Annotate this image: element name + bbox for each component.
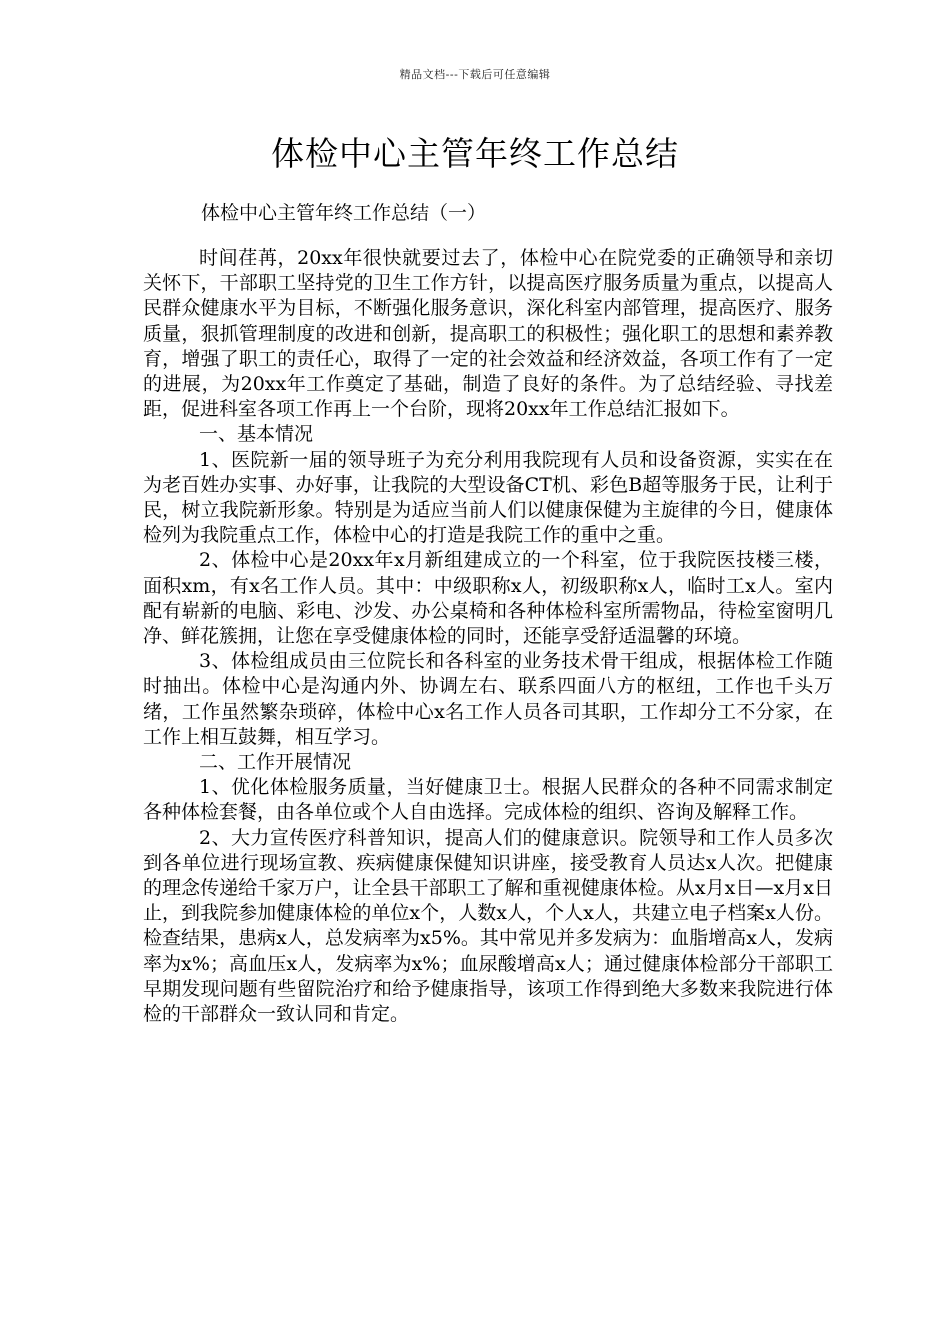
paragraph-intro: 时间荏苒，20xx年很快就要过去了，体检中心在院党委的正确领导和亲切关怀下，干部职工坚持党的卫生工作方针，以提高医疗服务质量为重点，以提高人民群众健康水平为目标，不断强化服务意识，深化科室内部管理，提高医疗、服务质量，狠抓管理制度的改进和创新，提高职工的积极性；强化职工的思想和素养教育，增强了职工的责任心，取得了一定的社会效益和经济效益，各项工作有了一定的进展，为20xx年工作奠定了基础，制造了良好的条件。为了总结经验、寻找差距，促进科室各项工作再上一个台阶，现将20xx年工作总结汇报如下。 [143, 247, 833, 421]
paragraph-basic-1: 1、医院新一届的领导班子为充分利用我院现有人员和设备资源，实实在在为老百姓办实事、办好事，让我院的大型设备CT机、彩色B超等服务于民，让利于民，树立我院新形象。特别是为适应当前人们以健康保健为主旋律的今日，健康体检列为我院重点工作，体检中心的打造是我院工作的重中之重。 [143, 448, 833, 547]
section-heading-work-progress: 二、工作开展情况 [199, 751, 352, 774]
paragraph-work-2: 2、大力宣传医疗科普知识，提高人们的健康意识。院领导和工作人员多次到各单位进行现场宣教、疾病健康保健知识讲座，接受教育人员达x人次。把健康的理念传递给千家万户，让全县干部职工了解和重视健康体检。从x月x日—x月x日止，到我院参加健康体检的单位x个，人数x人，个人x人，共建立电子档案x人份。检查结果，患病x人，总发病率为x5%。其中常见并多发病为：血脂增高x人，发病率为x%；高血压x人，发病率为x%；血尿酸增高x人；通过健康体检部分干部职工早期发现问题有些留院治疗和给予健康指导，该项工作得到绝大多数来我院进行体检的干部群众一致认同和肯定。 [143, 826, 833, 1026]
document-body [143, 246, 833, 1027]
document-subtitle: 体检中心主管年终工作总结（一） [201, 202, 487, 224]
paragraph-basic-3: 3、体检组成员由三位院长和各科室的业务技术骨干组成，根据体检工作随时抽出。体检中心是沟通内外、协调左右、联系四面八方的枢纽，工作也千头万绪，工作虽然繁杂琐碎，体检中心x名工作人员各司其职，工作却分工不分家，在工作上相互鼓舞，相互学习。 [143, 650, 833, 748]
paragraph-work-1: 1、优化体检服务质量，当好健康卫士。根据人民群众的各种不同需求制定各种体检套餐，由各单位或个人自由选择。完成体检的组织、咨询及解释工作。 [143, 776, 833, 824]
document-title: 体检中心主管年终工作总结 [271, 134, 679, 173]
header-note: 精品文档---下载后可任意编辑 [399, 68, 551, 81]
paragraph-basic-2: 2、体检中心是20xx年x月新组建成立的一个科室，位于我院医技楼三楼，面积xm，有x名工作人员。其中：中级职称x人，初级职称x人，临时工x人。室内配有崭新的电脑、彩电、沙发、办公桌椅和各种体检科室所需物品，待检室窗明几净、鲜花簇拥，让您在享受健康体检的同时，还能享受舒适温馨的环境。 [143, 549, 833, 648]
section-heading-basic-situation: 一、基本情况 [199, 423, 314, 446]
